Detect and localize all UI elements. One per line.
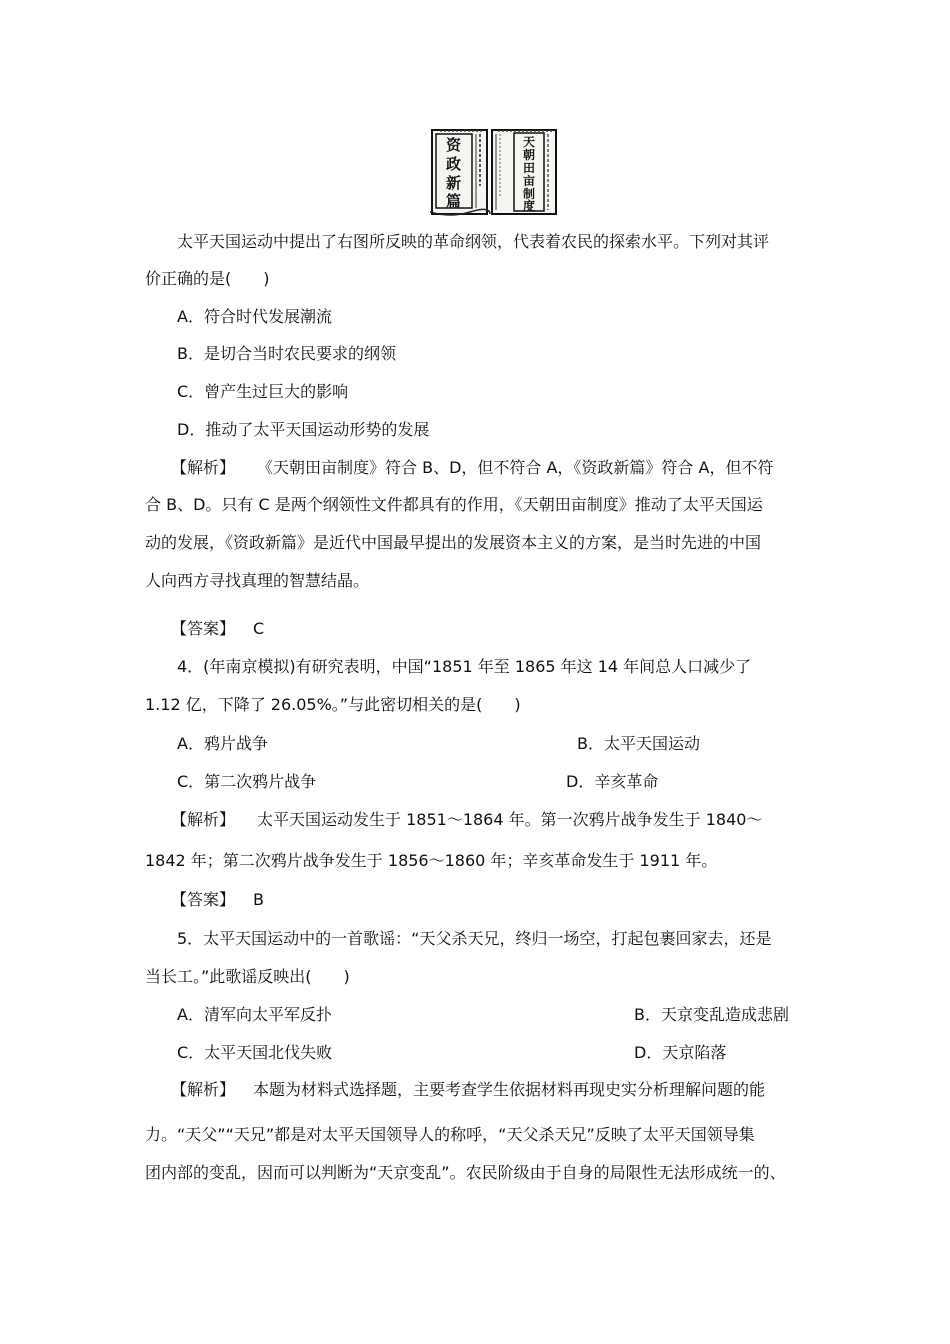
q3-analysis-line4: 人向西方寻找真理的智慧结晶。: [145, 571, 370, 590]
q4-stem-line1: 4．(年南京模拟)有研究表明，中国“1851 年至 1865 年这 14 年间总人口减少了: [177, 657, 752, 676]
q4-option-d: D．辛亥革命: [566, 772, 659, 791]
q3-stem-line2: 价正确的是( ): [145, 269, 270, 288]
q4-answer-tag: 【答案】: [171, 890, 236, 909]
q5-analysis-line3: 团内部的变乱，因而可以判断为“天京变乱”。农民阶级由于自身的局限性无法形成统一的、: [145, 1163, 786, 1182]
q3-analysis-line2: 合 B、D。只有 C 是两个纲领性文件都具有的作用，《天朝田亩制度》推动了太平天国运: [145, 495, 763, 514]
q5-analysis-text1: 本题为材料式选择题，主要考查学生依据材料再现史实分析理解问题的能: [253, 1080, 766, 1099]
q5-option-c: C．太平天国北伐失败: [177, 1043, 333, 1062]
q5-stem-line2: 当长工。”此歌谣反映出( ): [145, 967, 350, 986]
q4-analysis-tag: 【解析】: [171, 810, 236, 829]
q3-option-d: D．推动了太平天国运动形势的发展: [177, 420, 430, 439]
book-covers-figure: [430, 126, 560, 218]
q3-analysis-line3: 动的发展，《资政新篇》是近代中国最早提出的发展资本主义的方案，是当时先进的中国: [145, 533, 762, 552]
q4-analysis-line2: 1842 年；第二次鸦片战争发生于 1856～1860 年；辛亥革命发生于 1911 年。: [145, 851, 718, 870]
cover-char: 田: [523, 161, 536, 175]
q3-answer-tag: 【答案】: [171, 619, 236, 638]
q4-analysis-text1: 太平天国运动发生于 1851～1864 年。第一次鸦片战争发生于 1840～: [257, 810, 763, 829]
q5-analysis-line2: 力。“天父”“天兄”都是对太平天国领导人的称呼，“天父杀天兄”反映了太平天国领导集: [145, 1125, 755, 1144]
q5-option-a: A．清军向太平军反扑: [177, 1005, 332, 1024]
q3-analysis-tag: 【解析】: [171, 458, 236, 477]
zizheng-xinpian-cover: [430, 130, 490, 215]
cover-char: 制: [523, 187, 536, 201]
q5-analysis-tag: 【解析】: [171, 1080, 236, 1099]
cover-char: 新: [446, 174, 462, 192]
cover-char: 天: [523, 135, 536, 149]
cover-char: 政: [446, 155, 462, 173]
q5-option-d: D．天京陷落: [634, 1043, 727, 1062]
q3-option-c: C．曾产生过巨大的影响: [177, 382, 349, 401]
q3-stem-line1: 太平天国运动中提出了右图所反映的革命纲领，代表着农民的探索水平。下列对其评: [177, 232, 770, 251]
q5-option-b: B．天京变乱造成悲剧: [634, 1005, 789, 1024]
q3-analysis-line1: [171, 457, 773, 479]
q3-analysis-text1: 《天朝田亩制度》符合 B、D，但不符合 A，《资政新篇》符合 A，但不符: [257, 458, 774, 477]
q4-answer-line: [171, 889, 264, 911]
q3-option-a: A．符合时代发展潮流: [177, 307, 332, 326]
cover-char: 朝: [523, 148, 536, 162]
cover-char: 篇: [446, 192, 462, 210]
q4-stem-line2: 1.12 亿，下降了 26.05%。”与此密切相关的是( ): [145, 695, 521, 714]
q5-stem-line1: 5．太平天国运动中的一首歌谣：“天父杀天兄，终归一场空，打起包裹回家去，还是: [177, 929, 772, 948]
q3-option-b: B．是切合当时农民要求的纲领: [177, 344, 396, 363]
tianchao-tianmu-zhidu-cover: [492, 130, 556, 214]
cover-char: 亩: [523, 174, 536, 188]
q4-option-a: A．鸦片战争: [177, 734, 268, 753]
q3-answer-value: C: [253, 619, 265, 638]
q3-answer-line: [171, 618, 264, 640]
q4-analysis-line1: [171, 809, 762, 831]
cover-char: 资: [446, 136, 462, 154]
q4-option-c: C．第二次鸦片战争: [177, 772, 317, 791]
cover-char: 度: [523, 199, 536, 213]
q4-option-b: B．太平天国运动: [577, 734, 700, 753]
q4-answer-value: B: [253, 890, 264, 909]
q5-analysis-line1: [171, 1079, 765, 1101]
